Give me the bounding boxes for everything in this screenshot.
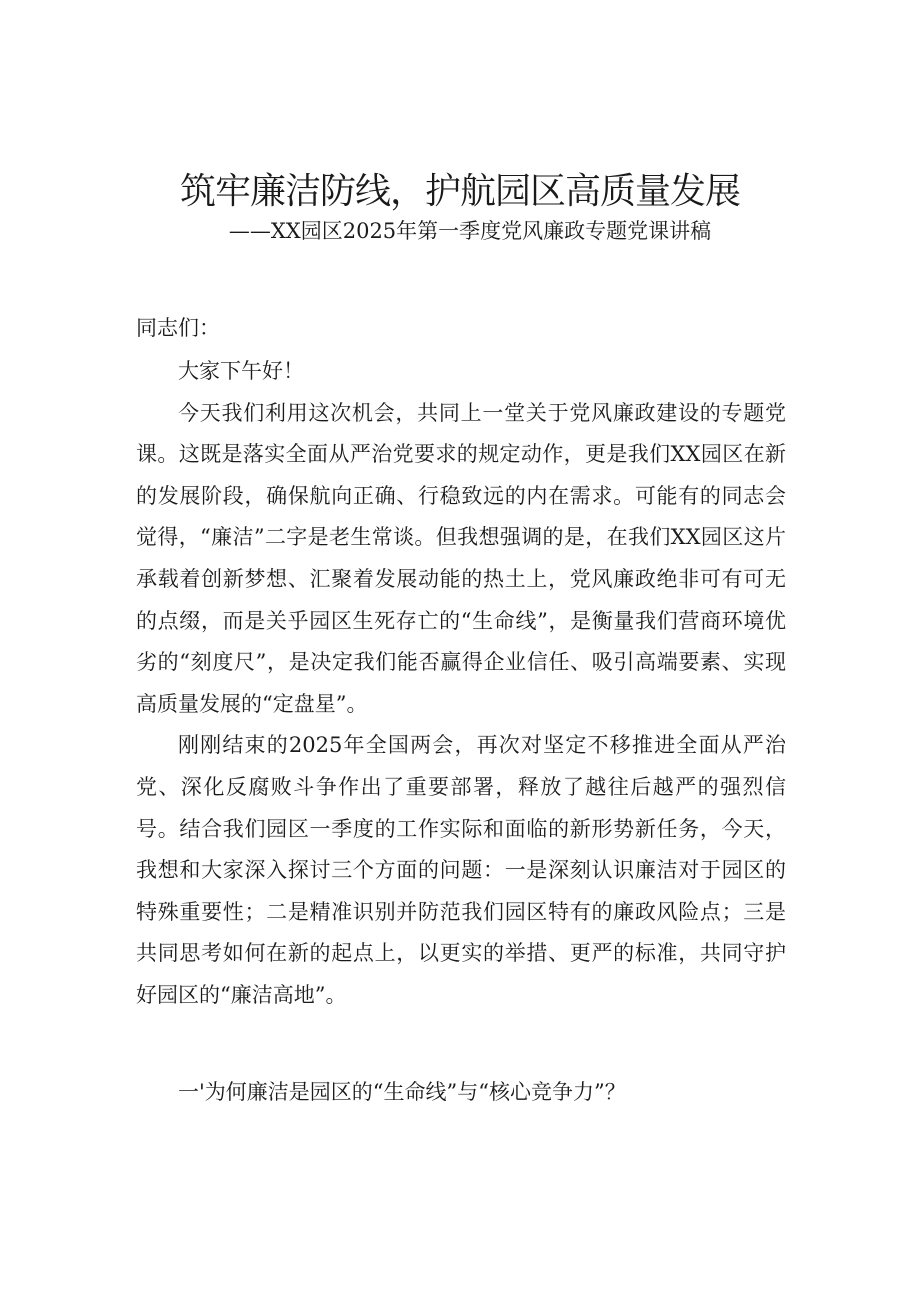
document-subtitle: ——XX园区2025年第一季度党风廉政专题党课讲稿	[228, 219, 712, 243]
body-paragraph: 今天我们利用这次机会，共同上一堂关于党风廉政建设的专题党课。这既是落实全面从严治党要求的规定动作，更是我们XX园区在新的发展阶段，确保航向正确、行稳致远的内在需求。可能有的同志会觉得，“廉洁”二字是老生常谈。但我想强调的是，在我们XX园区这片承载着创新梦想、汇聚着发展动能的热土上，党风廉政绝非可有可无的点缀，而是关乎园区生死存亡的“生命线”，是衡量我们营商环境优劣的“刻度尺”，是决定我们能否赢得企业信任、吸引高端要素、实现高质量发展的“定盘星”。	[136, 400, 786, 716]
document-body	[136, 308, 786, 1017]
document-title: 筑牢廉洁防线，护航园区高质量发展	[179, 171, 740, 213]
greeting: 大家下午好！	[178, 359, 304, 383]
body-paragraph: 刚刚结束的2025年全国两会，再次对坚定不移推进全面从严治党、深化反腐败斗争作出了重要部署，释放了越往后越严的强烈信号。结合我们园区一季度的工作实际和面临的新形势新任务，今天，我想和大家深入探讨三个方面的问题：一是深刻认识廉洁对于园区的特殊重要性；二是精准识别并防范我们园区特有的廉政风险点；三是共同思考如何在新的起点上，以更实的举措、更严的标准，共同守护好园区的“廉洁高地”。	[136, 733, 786, 1007]
section-heading: 一'为何廉洁是园区的“生命线”与“核心竞争力”？	[178, 1080, 626, 1104]
salutation: 同志们：	[136, 316, 220, 340]
